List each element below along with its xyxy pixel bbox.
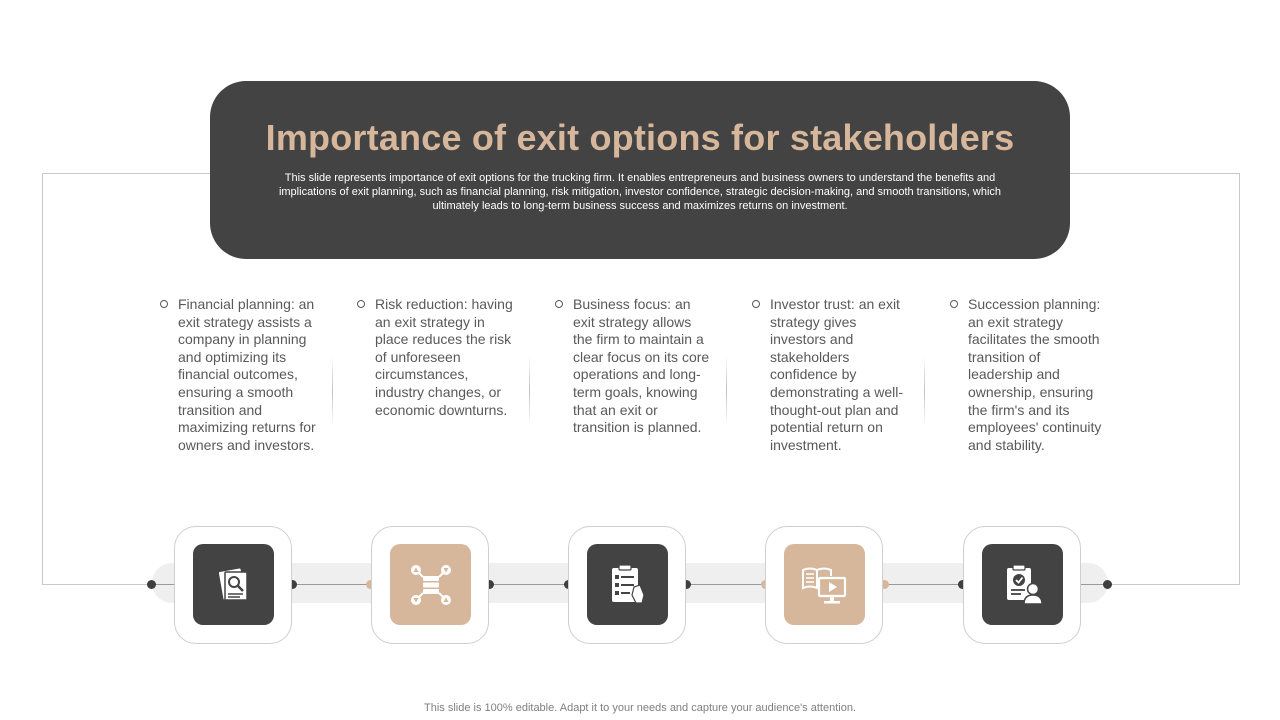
item-text: Business focus: an exit strategy allows the firm to maintain a clear focus on its core operations and long-term goals, knowing that an exit or transition is planned. (573, 296, 710, 436)
item-text: Risk reduction: having an exit strategy in place reduces the risk of unforeseen circumstances, industry changes, or economic downturns. (375, 296, 513, 418)
clipboard-person-icon (982, 544, 1063, 625)
footer-note: This slide is 100% editable. Adapt it to your needs and capture your audience's attention. (424, 702, 856, 714)
page-description: This slide represents importance of exit options for the trucking firm. It enables entrepreneurs and business owners to understand the benefits and implications of exit planning, such as financial planning, risk mitigation, investor confidence, strategic decision-making, and smooth transitions, which ultimately leads to long-term business success and maximizes returns on investment. (278, 172, 1002, 212)
timeline-dot (147, 580, 156, 589)
divider (726, 356, 727, 426)
bullet-icon (752, 300, 760, 308)
bullet-icon (160, 300, 168, 308)
icon-card-business-focus (568, 526, 686, 644)
header-banner (210, 81, 1070, 259)
icon-card-risk-reduction (371, 526, 489, 644)
icon-card-investor-trust (765, 526, 883, 644)
bullet-icon (555, 300, 563, 308)
list-item (573, 296, 713, 437)
list-item (770, 296, 910, 454)
item-text: Investor trust: an exit strategy gives investors and stakeholders confidence by demonstrating a well-thought-out plan and potential return on investment. (770, 296, 904, 453)
list-item (375, 296, 515, 419)
list-item (968, 296, 1108, 454)
divider (924, 356, 925, 426)
page-title: Importance of exit options for stakeholders (265, 117, 1015, 158)
exit-options-list (0, 296, 1280, 496)
timeline-dot (1103, 580, 1112, 589)
item-text: Financial planning: an exit strategy assists a company in planning and optimizing its financial outcomes, ensuring a smooth transition and maximizing returns for owners and investors. (178, 296, 316, 453)
icon-card-succession-planning (963, 526, 1081, 644)
checklist-icon (587, 544, 668, 625)
financial-report-icon (193, 544, 274, 625)
item-text: Succession planning: an exit strategy facilitates the smooth transition of leadership and ownership, ensuring the firm's and its employees' continuity and stability. (968, 296, 1102, 453)
network-server-icon (390, 544, 471, 625)
list-item (178, 296, 318, 454)
bullet-icon (357, 300, 365, 308)
bullet-icon (950, 300, 958, 308)
divider (529, 356, 530, 426)
divider (332, 356, 333, 426)
icon-card-financial-planning (174, 526, 292, 644)
book-monitor-icon (784, 544, 865, 625)
